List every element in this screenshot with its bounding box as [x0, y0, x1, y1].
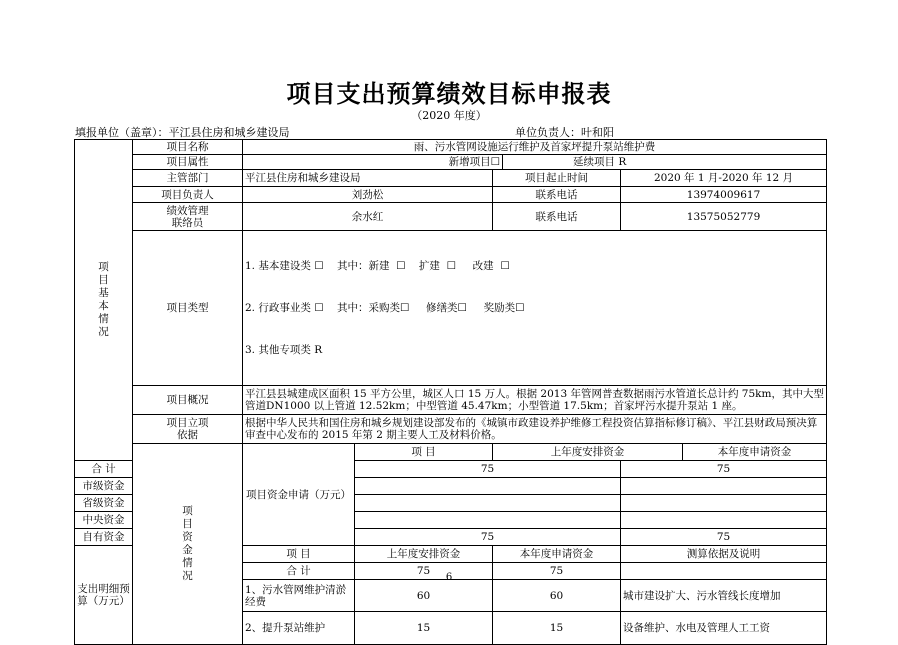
label-basis-line1: 项目立项: [166, 417, 209, 429]
value-perf-contact: 余水红: [243, 203, 493, 231]
funds-row-last: 75: [355, 529, 621, 546]
reporting-unit: 填报单位（盖章）：平江县住房和城乡建设局: [75, 126, 290, 139]
type-line-1: 1. 基本建设类 ☐ 其中：新建 ☐ 扩建 ☐ 改建 ☐: [245, 260, 510, 272]
value-project-type: [243, 231, 827, 386]
label-basis: [133, 415, 243, 444]
label-perf-phone: 联系电话: [493, 203, 621, 231]
label-project-name: 项目名称: [133, 140, 243, 155]
label-funds-apply: 项目资金申请（万元）: [243, 444, 355, 546]
label-dept: 主管部门: [133, 170, 243, 187]
row-project-type: [75, 231, 827, 386]
value-project-name: 雨、污水管网设施运行维护及首家坪提升泵站维护费: [243, 140, 827, 155]
type-line-3: 3. 其他专项类 R: [245, 344, 323, 356]
col-detail-this: 本年度申请资金: [493, 546, 621, 563]
funds-row-last: 75: [355, 461, 621, 478]
funds-row-name: 市级资金: [75, 478, 133, 495]
detail-row-this: 60: [493, 580, 621, 612]
funds-row-this: 75: [621, 461, 827, 478]
funds-row-last: [355, 512, 621, 529]
detail-row-note: 城市建设扩大、污水管线长度增加: [621, 580, 827, 612]
funds-row-this: [621, 512, 827, 529]
col-funds-this: 本年度申请资金: [683, 444, 827, 461]
value-dept: 平江县住房和城乡建设局: [243, 170, 493, 187]
label-overview: 项目概况: [133, 386, 243, 415]
page-title: 项目支出预算绩效目标申报表: [286, 80, 612, 108]
col-funds-item: 项 目: [355, 444, 493, 461]
value-leader: 刘劲松: [243, 187, 493, 203]
row-overview: [75, 386, 827, 415]
label-leader: 项目负责人: [133, 187, 243, 203]
funds-row-this: [621, 478, 827, 495]
declaration-table: [74, 139, 827, 645]
col-detail-item: 项 目: [243, 546, 355, 563]
label-perf-contact-line1: 绩效管理: [166, 204, 209, 217]
value-perf-phone: 13575052779: [621, 203, 827, 231]
detail-row-this: 75: [493, 563, 621, 580]
label-period: 项目起止时间: [493, 170, 621, 187]
value-overview: 平江县县城建成区面积 15 平方公里，城区人口 15 万人。根据 2013 年管网普查数据雨污水管道长总计约 75km，其中大型管道DN1000 以上管道 12.52km；中型管道 45.47km；小型管道 17.5km；首家坪污水提升泵站 1 座。: [243, 386, 827, 415]
funds-row-last: [355, 495, 621, 512]
value-period: 2020 年 1 月-2020 年 12 月: [621, 170, 827, 187]
funds-row-last: [355, 478, 621, 495]
detail-row-name: 合 计: [243, 563, 355, 580]
page-number: 6: [445, 572, 453, 583]
row-leader: [75, 187, 827, 203]
section-funds-label: 项目资金情况: [182, 505, 193, 582]
detail-row-last: 60: [355, 580, 493, 612]
section-basic: [75, 140, 133, 461]
label-project-attr: 项目属性: [133, 155, 243, 170]
col-funds-last: 上年度安排资金: [493, 444, 683, 461]
col-detail-last: 上年度安排资金: [355, 546, 493, 563]
funds-row-name: 中央资金: [75, 512, 133, 529]
value-basis: 根据中华人民共和国住房和城乡规划建设部发布的《城镇市政建设养护维修工程投资估算指标修订稿》、平江县财政局预决算审查中心发布的 2015 年第 2 期主要人工及材料价格。: [243, 415, 827, 444]
row-project-attr: [75, 155, 827, 170]
funds-row-name: 省级资金: [75, 495, 133, 512]
funds-row-name: 合 计: [75, 461, 133, 478]
attr-new: 新增项目☐: [243, 155, 503, 170]
funds-row-name: 自有资金: [75, 529, 133, 546]
label-leader-phone: 联系电话: [493, 187, 621, 203]
budget-year: （2020 年度）: [411, 109, 487, 122]
detail-row-last: 15: [355, 612, 493, 645]
row-project-name: [75, 140, 827, 155]
row-basis: [75, 415, 827, 444]
section-basic-label: 项目基本情况: [98, 261, 109, 338]
value-leader-phone: 13974009617: [621, 187, 827, 203]
detail-row-note: 设备维护、水电及管理人工工资: [621, 612, 827, 645]
label-perf-contact-line2: 联络员: [171, 216, 204, 229]
row-funds-header: [75, 444, 827, 461]
row-dept: [75, 170, 827, 187]
funds-row-this: [621, 495, 827, 512]
detail-row-this: 15: [493, 612, 621, 645]
label-perf-contact: [133, 203, 243, 231]
detail-row-name: 2、提升泵站维护: [243, 612, 355, 645]
label-project-type: 项目类型: [133, 231, 243, 386]
label-detail-budget: 支出明细预算（万元）: [75, 546, 133, 645]
col-detail-note: 测算依据及说明: [621, 546, 827, 563]
unit-responsible: 单位负责人：叶和阳: [515, 126, 614, 139]
detail-row-name: 1、污水管网维护清淤经费: [243, 580, 355, 612]
row-perf-contact: [75, 203, 827, 231]
type-line-2: 2. 行政事业类 ☐ 其中：采购类☐ 修缮类☐ 奖励类☐: [245, 302, 525, 314]
detail-row-last: 75: [355, 563, 493, 580]
funds-row-this: 75: [621, 529, 827, 546]
attr-continue: 延续项目 R: [503, 155, 827, 170]
section-funds: [133, 444, 243, 645]
label-basis-line2: 依据: [177, 429, 198, 441]
